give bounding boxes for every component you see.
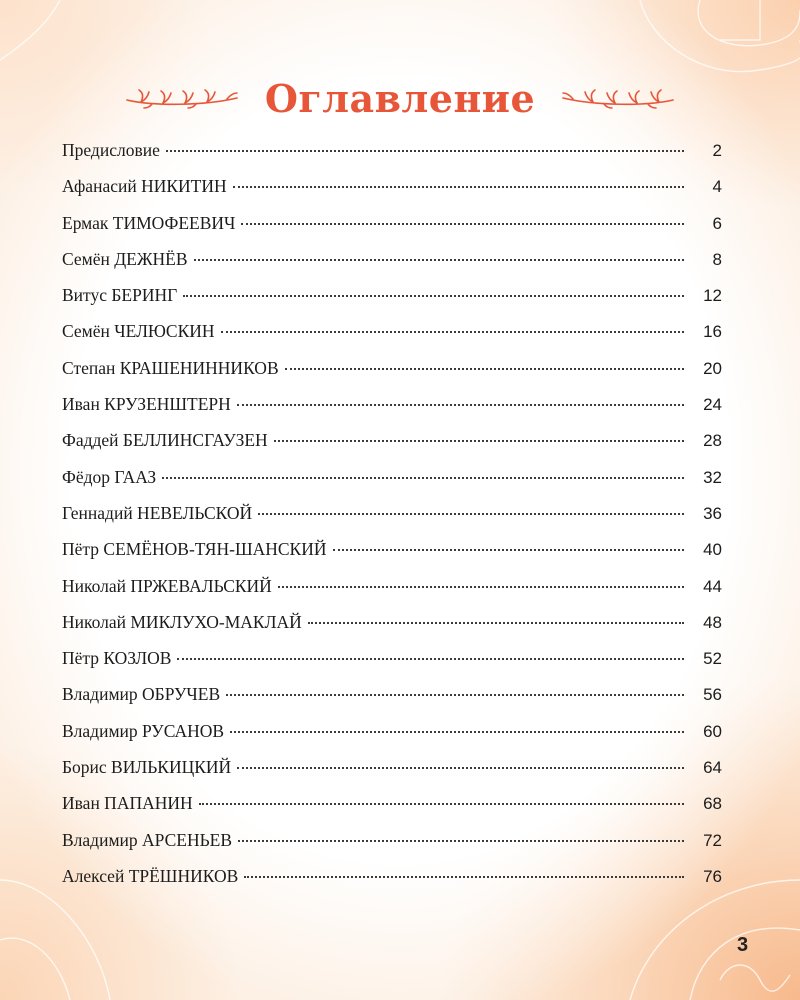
toc-entry-page: 68 (703, 794, 722, 814)
toc-entry[interactable] (62, 140, 722, 176)
toc-entry-page: 6 (712, 213, 722, 233)
toc-entry[interactable] (62, 648, 722, 684)
toc-dot-leader (238, 840, 684, 842)
toc-entry-name: Пётр КОЗЛОВ (62, 648, 172, 669)
toc-dot-leader (333, 549, 685, 551)
toc-entry[interactable] (62, 321, 722, 357)
toc-entry-name: Ермак ТИМОФЕЕВИЧ (62, 212, 236, 233)
toc-entry-name: Семён ДЕЖНЁВ (62, 248, 188, 269)
toc-entry[interactable] (62, 249, 722, 285)
toc-entry-name: Фёдор ГААЗ (62, 466, 157, 487)
toc-dot-leader (177, 658, 684, 660)
toc-entry-page: 4 (712, 177, 722, 197)
toc-entry-name: Предисловие (62, 140, 160, 160)
toc-dot-leader (199, 803, 684, 805)
toc-entry[interactable] (62, 793, 722, 829)
toc-entry-name: Афанасий НИКИТИН (62, 176, 227, 197)
toc-entry[interactable] (62, 576, 722, 612)
toc-dot-leader (166, 150, 684, 152)
toc-entry[interactable] (62, 830, 722, 866)
toc-entry-page: 24 (703, 395, 722, 415)
toc-entry-name: Николай ПРЖЕВАЛЬСКИЙ (62, 575, 272, 596)
toc-entry-page: 20 (703, 358, 722, 378)
toc-dot-leader (237, 404, 684, 406)
toc-entry-name: Степан КРАШЕНИННИКОВ (62, 357, 279, 378)
toc-entry[interactable] (62, 539, 722, 575)
toc-entry[interactable] (62, 866, 722, 902)
toc-entry[interactable] (62, 612, 722, 648)
toc-entry[interactable] (62, 358, 722, 394)
leaf-ornament-right-icon (559, 86, 677, 110)
toc-entry-page: 56 (703, 685, 722, 705)
toc-dot-leader (162, 477, 684, 479)
toc-entry[interactable] (62, 394, 722, 430)
toc-dot-leader (278, 586, 684, 588)
toc-entry-page: 32 (703, 467, 722, 487)
leaf-ornament-left-icon (123, 86, 241, 110)
toc-entry-name: Иван КРУЗЕНШТЕРН (62, 394, 231, 415)
toc-entry-name: Борис ВИЛЬКИЦКИЙ (62, 757, 232, 778)
table-of-contents (62, 140, 722, 902)
toc-dot-leader (274, 440, 684, 442)
toc-entry[interactable] (62, 503, 722, 539)
toc-dot-leader (244, 876, 684, 878)
toc-entry-page: 28 (703, 431, 722, 451)
toc-entry-page: 64 (703, 758, 722, 778)
toc-dot-leader (221, 331, 684, 333)
toc-dot-leader (285, 368, 684, 370)
toc-dot-leader (194, 259, 684, 261)
toc-dot-leader (230, 731, 684, 733)
toc-entry[interactable] (62, 757, 722, 793)
page-title: Оглавление (264, 75, 536, 121)
toc-dot-leader (226, 694, 684, 696)
toc-entry-page: 76 (703, 866, 722, 886)
toc-entry-name: Алексей ТРЁШНИКОВ (62, 865, 239, 886)
toc-dot-leader (258, 513, 684, 515)
toc-entry[interactable] (62, 176, 722, 212)
toc-entry-page: 12 (703, 286, 722, 306)
toc-entry-page: 48 (703, 612, 722, 632)
toc-entry-name: Иван ПАПАНИН (62, 793, 193, 814)
toc-entry-page: 52 (703, 649, 722, 669)
toc-entry[interactable] (62, 467, 722, 503)
page-number: 3 (737, 934, 749, 956)
toc-entry-name: Николай МИКЛУХО-МАКЛАЙ (62, 611, 302, 632)
toc-entry-page: 60 (703, 721, 722, 741)
toc-entry-name: Пётр СЕМЁНОВ-ТЯН-ШАНСКИЙ (62, 539, 327, 560)
toc-entry-page: 8 (712, 249, 722, 269)
toc-entry-name: Владимир РУСАНОВ (62, 720, 225, 741)
toc-dot-leader (183, 295, 684, 297)
toc-entry-name: Фаддей БЕЛЛИНСГАУЗЕН (62, 430, 268, 451)
toc-entry-page: 2 (712, 141, 722, 160)
title-row (0, 68, 800, 128)
toc-dot-leader (308, 622, 684, 624)
toc-entry-name: Витус БЕРИНГ (62, 285, 178, 306)
toc-entry[interactable] (62, 430, 722, 466)
toc-entry-page: 72 (703, 830, 722, 850)
toc-entry-page: 36 (703, 503, 722, 523)
toc-entry-name: Геннадий НЕВЕЛЬСКОЙ (62, 502, 253, 523)
toc-entry[interactable] (62, 721, 722, 757)
toc-entry-page: 16 (703, 322, 722, 342)
toc-entry[interactable] (62, 285, 722, 321)
toc-entry-name: Владимир ОБРУЧЕВ (62, 684, 221, 705)
toc-dot-leader (233, 186, 684, 188)
toc-entry-page: 40 (703, 540, 722, 560)
toc-entry[interactable] (62, 684, 722, 720)
toc-dot-leader (237, 767, 684, 769)
toc-entry-name: Семён ЧЕЛЮСКИН (62, 321, 215, 342)
toc-entry-name: Владимир АРСЕНЬЕВ (62, 829, 233, 850)
toc-dot-leader (241, 223, 684, 225)
toc-entry-page: 44 (703, 576, 722, 596)
toc-entry[interactable] (62, 213, 722, 249)
